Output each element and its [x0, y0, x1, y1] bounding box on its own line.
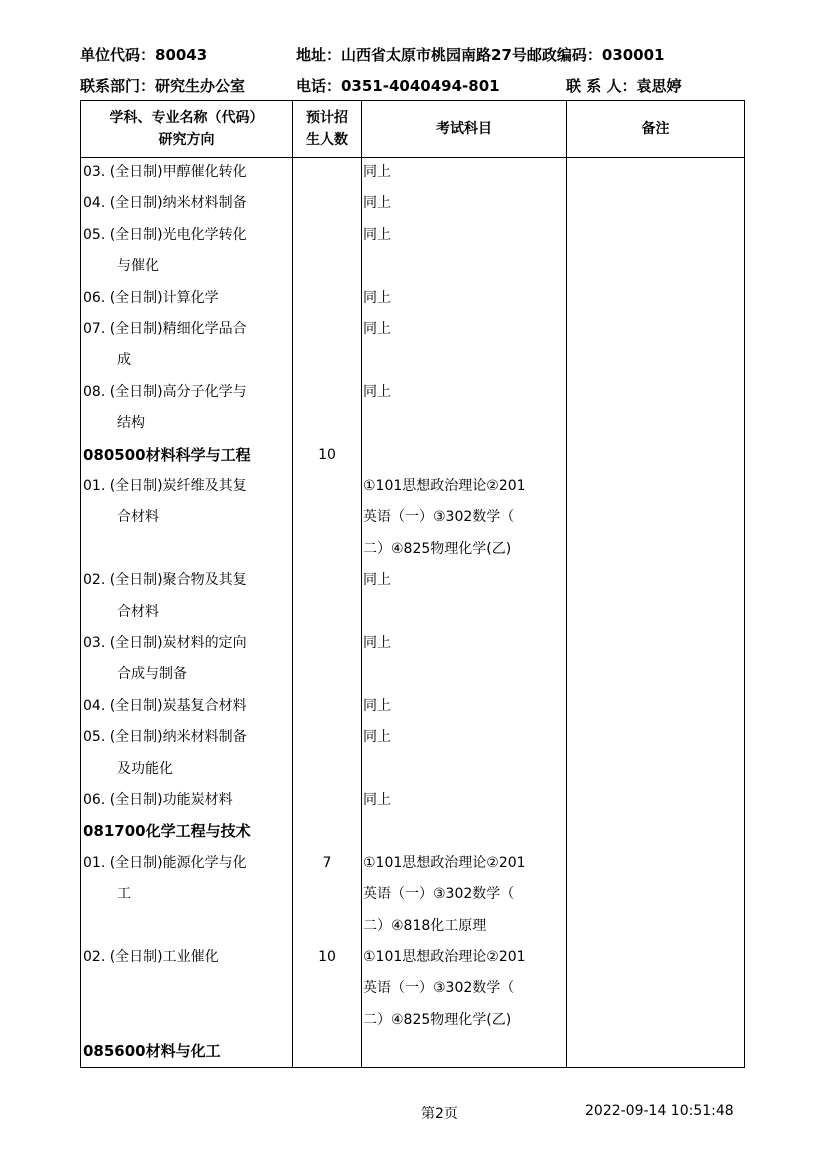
research-direction: 06. (全日制)功能炭材料: [83, 792, 233, 808]
enrollment-count: [293, 973, 361, 1004]
table-row: [81, 942, 744, 973]
enrollment-count: [293, 251, 361, 282]
table-row: [81, 879, 744, 910]
phone: 电话：0351-4040494-801: [296, 77, 500, 95]
enrollment-count: [293, 911, 361, 942]
research-direction: 结构: [117, 415, 145, 432]
research-direction: 01. (全日制)炭纤维及其复: [83, 478, 247, 494]
enrollment-count: [293, 408, 361, 439]
table-row: [81, 973, 744, 1004]
subject-heading: 081700化学工程与技术: [83, 822, 251, 841]
column-header-count-line2: 生人数: [306, 132, 348, 148]
research-direction: 04. (全日制)纳米材料制备: [83, 195, 247, 212]
subject-heading: 080500材料科学与工程: [83, 445, 251, 464]
table-row: [81, 1036, 744, 1067]
column-header-count-line1: 预计招: [306, 110, 348, 126]
timestamp: 2022-09-14 10:51:48: [585, 1103, 734, 1119]
contact-department: 联系部门：研究生办公室: [80, 77, 246, 95]
enrollment-count: [293, 188, 361, 219]
exam-subjects: 二）④818化工原理: [363, 917, 487, 934]
exam-subjects: 二）④825物理化学(乙): [363, 1011, 512, 1028]
table-row: [81, 440, 744, 471]
research-direction: 与催化: [117, 258, 159, 275]
exam-subjects: ①101思想政治理论②201: [363, 478, 526, 494]
page-number: 第2页: [421, 1106, 458, 1122]
enrollment-count: [293, 314, 361, 345]
enrollment-count: [293, 722, 361, 753]
enrollment-count: [293, 691, 361, 722]
research-direction: 合材料: [117, 603, 159, 620]
table-row: [81, 377, 744, 408]
enrollment-count: [293, 377, 361, 408]
research-direction: 及功能化: [117, 760, 173, 777]
exam-subjects: 同上: [363, 635, 391, 651]
exam-subjects: 同上: [363, 195, 391, 212]
enrollment-count: [293, 879, 361, 910]
research-direction: 合材料: [117, 509, 159, 526]
table-row: [81, 251, 744, 282]
exam-subjects: 英语（一）③302数学（: [363, 509, 515, 526]
table-row: [81, 659, 744, 690]
table-row: [81, 408, 744, 439]
unit-code: 单位代码：80043: [80, 46, 208, 64]
exam-subjects: 英语（一）③302数学（: [363, 980, 515, 997]
column-header-subject: [81, 101, 292, 157]
exam-subjects: 同上: [363, 289, 391, 306]
enrollment-count: [293, 785, 361, 816]
table-row: [81, 471, 744, 502]
table-row: [81, 597, 744, 628]
research-direction: 07. (全日制)精细化学品合: [83, 321, 247, 337]
exam-subjects: ①101思想政治理论②201: [363, 854, 526, 871]
table-row: [81, 848, 744, 879]
table-row: [81, 283, 744, 314]
column-header-count: [293, 101, 361, 157]
exam-subjects: 同上: [363, 383, 391, 400]
exam-subjects: 同上: [363, 321, 391, 337]
enrollment-count: [293, 1036, 361, 1067]
enrollment-count: [293, 659, 361, 690]
admissions-table: [80, 100, 745, 1068]
research-direction: 合成与制备: [117, 666, 187, 683]
research-direction: 08. (全日制)高分子化学与: [83, 383, 247, 400]
enrollment-count: [293, 628, 361, 659]
exam-subjects: 同上: [363, 572, 391, 589]
enrollment-count: [293, 754, 361, 785]
table-row: [81, 188, 744, 219]
exam-subjects: 二）④825物理化学(乙): [363, 540, 512, 557]
enrollment-count: 7: [322, 854, 332, 871]
contact-person: 联 系 人：袁思婷: [566, 77, 682, 95]
enrollment-count: [293, 565, 361, 596]
table-row: [81, 628, 744, 659]
enrollment-count: [293, 816, 361, 847]
enrollment-count: [293, 283, 361, 314]
enrollment-count: [293, 220, 361, 251]
column-header-subject-line1: 学科、专业名称（代码）: [109, 110, 264, 126]
subject-heading: 085600材料与化工: [83, 1042, 221, 1061]
research-direction: 03. (全日制)炭材料的定向: [83, 635, 247, 651]
address: 地址：山西省太原市桃园南路27号邮政编码：030001: [296, 46, 665, 64]
enrollment-count: 10: [318, 446, 336, 463]
exam-subjects: 英语（一）③302数学（: [363, 886, 515, 903]
table-row: [81, 534, 744, 565]
research-direction: 成: [117, 352, 131, 369]
enrollment-count: [293, 534, 361, 565]
column-header-exam: 考试科目: [436, 121, 492, 137]
table-row: [81, 157, 744, 188]
exam-subjects: 同上: [363, 729, 391, 746]
enrollment-count: [293, 471, 361, 502]
table-row: [81, 1005, 744, 1036]
exam-subjects: 同上: [363, 226, 391, 243]
enrollment-count: [293, 157, 361, 188]
table-row: [81, 314, 744, 345]
table-row: [81, 565, 744, 596]
enrollment-count: [293, 345, 361, 376]
column-header-notes: 备注: [641, 121, 670, 137]
enrollment-count: [293, 502, 361, 533]
table-row: [81, 220, 744, 251]
exam-subjects: ①101思想政治理论②201: [363, 949, 526, 965]
column-header-subject-line2: 研究方向: [158, 132, 215, 148]
table-row: [81, 754, 744, 785]
research-direction: 04. (全日制)炭基复合材料: [83, 697, 247, 714]
research-direction: 01. (全日制)能源化学与化: [83, 854, 247, 871]
research-direction: 工: [117, 886, 131, 903]
enrollment-count: [293, 597, 361, 628]
enrollment-count: [293, 1005, 361, 1036]
research-direction: 02. (全日制)工业催化: [83, 949, 219, 965]
exam-subjects: 同上: [363, 164, 391, 180]
research-direction: 06. (全日制)计算化学: [83, 289, 219, 306]
research-direction: 03. (全日制)甲醇催化转化: [83, 164, 247, 180]
table-row: [81, 816, 744, 847]
table-row: [81, 502, 744, 533]
exam-subjects: 同上: [363, 697, 391, 714]
table-row: [81, 911, 744, 942]
research-direction: 05. (全日制)光电化学转化: [83, 226, 247, 243]
research-direction: 02. (全日制)聚合物及其复: [83, 572, 247, 589]
research-direction: 05. (全日制)纳米材料制备: [83, 729, 247, 746]
exam-subjects: 同上: [363, 792, 391, 808]
enrollment-count: 10: [318, 949, 336, 965]
table-row: [81, 722, 744, 753]
table-row: [81, 785, 744, 816]
table-row: [81, 691, 744, 722]
table-row: [81, 345, 744, 376]
